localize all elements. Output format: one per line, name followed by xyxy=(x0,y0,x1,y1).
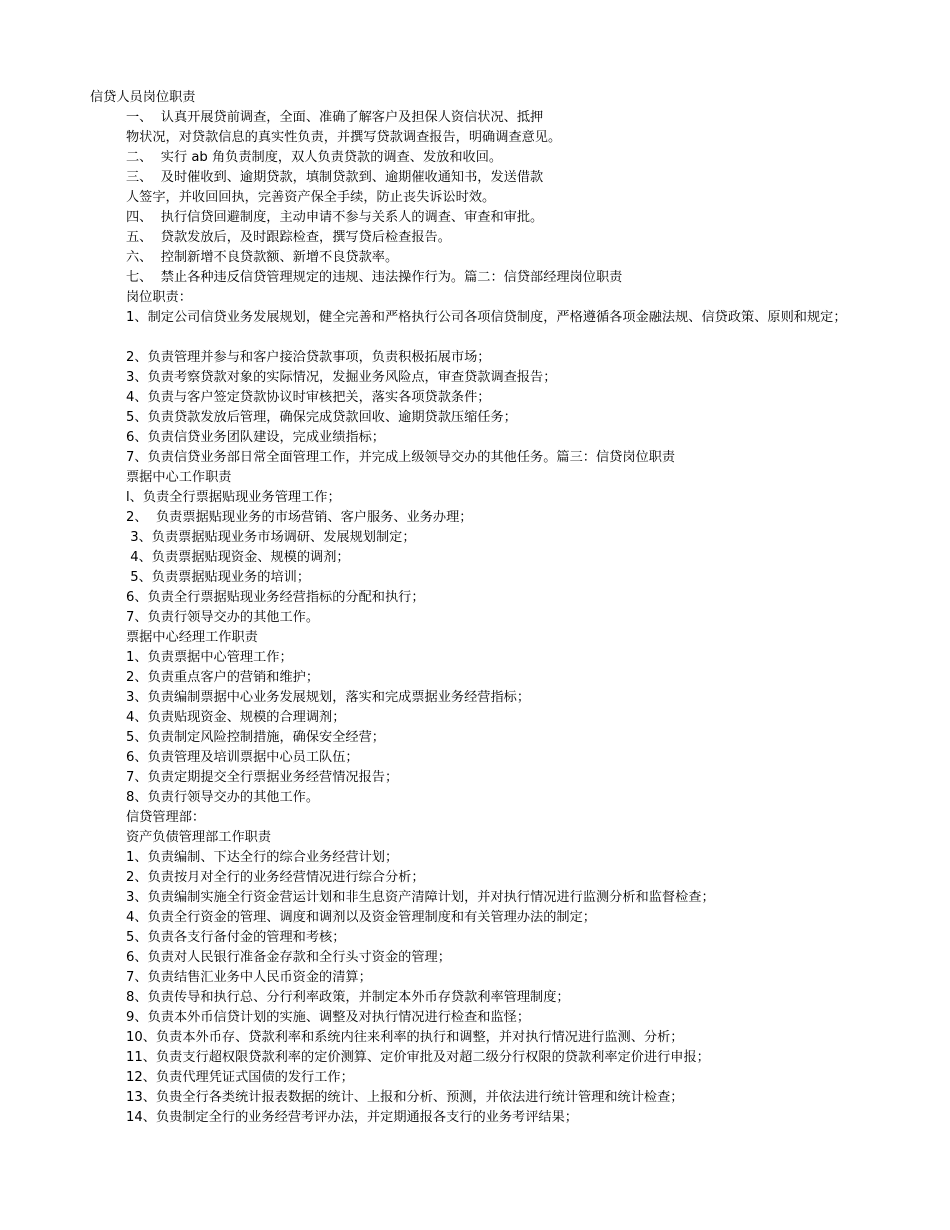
text-line: 四、 执行信贷回避制度，主动申请不参与关系人的调查、审查和审批。 xyxy=(126,210,544,225)
text-line: 9、负责本外币信贷计划的实施、调整及对执行情况进行检查和监怪； xyxy=(126,1010,531,1025)
text-line: 4、负责与客户签定贷款协议时审核把关，落实各项贷款条件； xyxy=(126,390,491,405)
text-line: 2、 负责票据贴现业务的市场营销、客户服务、业务办理； xyxy=(126,510,473,525)
text-line: 6、负责管理及培训票据中心员工队伍； xyxy=(126,750,359,765)
text-line: 2、负责按月对全行的业务经营情况进行综合分析； xyxy=(126,870,425,885)
text-line: 二、 实行 ab 角负责制度，双人负责贷款的调查、发放和收回。 xyxy=(126,150,503,165)
text-line: 七、 禁止各种违反信贷管理规定的违规、违法操作行为。篇二：信贷部经理岗位职责 xyxy=(126,270,623,285)
text-line: 10、负责本外币存、贷款利率和系统内往来利率的执行和调整，并对执行情况进行监测、分析； xyxy=(126,1030,684,1045)
text-line: 3、负责编制实施全行资金营运计划和非生息资产清障计划，并对执行情况进行监测分析和监督检查； xyxy=(126,890,715,905)
text-line: 7、负责信贷业务部日常全面管理工作，并完成上级领导交办的其他任务。篇三：信贷岗位职责 xyxy=(126,450,676,465)
text-line: 三、 及时催收到、逾期贷款，填制贷款到、逾期催收通知书，发送借款 xyxy=(126,170,544,185)
text-line: 3、负责票据贴现业务市场调研、发展规划制定； xyxy=(126,530,416,545)
text-line: 7、负责行领导交办的其他工作。 xyxy=(126,610,320,625)
text-line: 4、负责票据贴现资金、规模的调剂； xyxy=(126,550,350,565)
text-paragraph: 1、制定公司信贷业务发展规划，健全完善和严格执行公司各项信贷制度，严格遵循各项金融法规、信贷政策、原则和规定； xyxy=(126,310,847,325)
text-line: 一、 认真开展贷前调查，全面、准确了解客户及担保人资信状况、抵押 xyxy=(126,110,544,125)
text-line: 3、负责考察贷款对象的实际情况，发掘业务风险点，审查贷款调查报告； xyxy=(126,370,557,385)
text-line: 8、负责传导和执行总、分行利率政策，并制定本外币存贷款利率管理制度； xyxy=(126,990,570,1005)
text-line: 7、负责定期提交全行票据业务经营情况报告； xyxy=(126,770,399,785)
text-line: 2、负责管理并参与和客户接洽贷款事项，负责积极拓展市场； xyxy=(126,350,491,365)
text-line: 1、负责编制、下达全行的综合业务经营计划； xyxy=(126,850,399,865)
text-line: l、负责全行票据贴现业务管理工作； xyxy=(126,490,341,505)
document-title: 信贷人员岗位职责 xyxy=(90,90,196,105)
text-line: 五、 贷款发放后，及时跟踪检查，撰写贷后检查报告。 xyxy=(126,230,451,245)
text-line: 6、负责全行票据贴现业务经营指标的分配和执行； xyxy=(126,590,425,605)
text-line: 人签字，并收回回执，完善资产保全手续，防止丧失诉讼时效。 xyxy=(126,190,496,205)
section-heading: 票据中心工作职责 xyxy=(126,470,232,485)
text-line: 5、负责票据贴现业务的培训； xyxy=(126,570,311,585)
text-line: 7、负责结售汇业务中人民币资金的清算； xyxy=(126,970,372,985)
text-line: 11、负责支行超权限贷款利率的定价测算、定价审批及对超二级分行权限的贷款利率定价进行申报； xyxy=(126,1050,710,1065)
text-line: 5、负责制定风险控制措施，确保安全经营； xyxy=(126,730,385,745)
section-heading: 票据中心经理工作职责 xyxy=(126,630,258,645)
text-line: 1、负责票据中心管理工作； xyxy=(126,650,293,665)
text-line: 5、负责各支行备付金的管理和考核； xyxy=(126,930,346,945)
text-line: 4、负责全行资金的管理、调度和调剂以及资金管理制度和有关管理办法的制定； xyxy=(126,910,596,925)
text-line: 14、负贵制定全行的业务经营考评办法，并定期通报各支行的业务考评结果； xyxy=(126,1110,578,1125)
text-line: 12、负责代理凭证式国债的发行工作； xyxy=(126,1070,354,1085)
text-line: 3、负责编制票据中心业务发展规划，落实和完成票据业务经营指标； xyxy=(126,690,531,705)
text-line: 8、负责行领导交办的其他工作。 xyxy=(126,790,320,805)
text-line: 六、 控制新增不良贷款额、新增不良贷款率。 xyxy=(126,250,399,265)
text-line: 6、负责对人民银行准备金存款和全行头寸资金的管理； xyxy=(126,950,451,965)
text-line: 13、负贵全行各类统计报表数据的统计、上报和分析、预测，并依法进行统计管理和统计检查； xyxy=(126,1090,684,1105)
text-line: 2、负责重点客户的营销和维护； xyxy=(126,670,320,685)
text-line: 5、负责贷款发放后管理，确保完成贷款回收、逾期贷款压缩任务； xyxy=(126,410,517,425)
section-heading: 信贷管理部： xyxy=(126,810,206,825)
text-line: 6、负责信贷业务团队建设，完成业绩指标； xyxy=(126,430,385,445)
text-line: 物状况，对贷款信息的真实性负责，并撰写贷款调查报告，明确调查意见。 xyxy=(126,130,562,145)
text-line: 4、负责贴现资金、规模的合理调剂； xyxy=(126,710,346,725)
section-heading: 岗位职责： xyxy=(126,290,192,305)
section-heading: 资产负债管理部工作职责 xyxy=(126,830,272,845)
